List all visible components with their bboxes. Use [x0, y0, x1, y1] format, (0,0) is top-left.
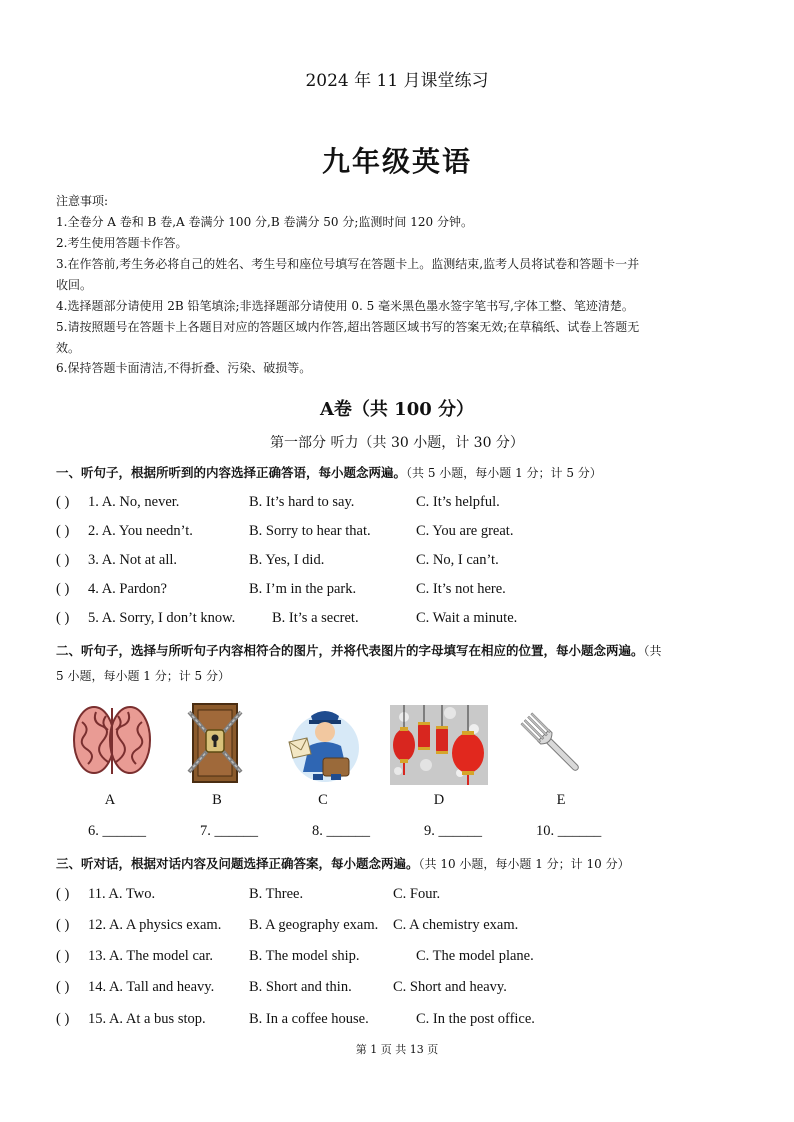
- section3-heading: [56, 854, 630, 872]
- section1-title: 一、听句子，根据所听到的内容选择正确答语，每小题念两遍。: [56, 465, 407, 480]
- question-row: [56, 581, 756, 601]
- answer-blank[interactable]: 6. ______: [88, 823, 146, 839]
- option-a: 3. A. Not at all.: [88, 552, 178, 568]
- notice-title: 注意事项:: [56, 194, 109, 208]
- option-c: C. Wait a minute.: [416, 610, 518, 626]
- question-row: [56, 917, 756, 937]
- option-c: C. It’s not here.: [416, 581, 506, 597]
- option-c: C. Short and heavy.: [393, 979, 507, 995]
- option-a: 14. A. Tall and heavy.: [88, 979, 215, 995]
- section3-note: （共 10 小题，每小题 1 分；计 10 分）: [418, 857, 630, 871]
- question-row: [56, 948, 756, 968]
- option-b: B. I’m in the park.: [249, 581, 357, 597]
- option-a: 11. A. Two.: [88, 886, 156, 902]
- option-c: C. No, I can’t.: [416, 552, 499, 568]
- option-c: C. The model plane.: [416, 948, 534, 964]
- section3-title: 三、听对话，根据对话内容及问题选择正确答案，每小题念两遍。: [56, 856, 419, 871]
- option-a: 12. A. A physics exam.: [88, 917, 222, 933]
- question-row: [56, 886, 756, 906]
- notice-item: 4.选择题部分请使用 2B 铅笔填涂;非选择题部分请使用 0. 5 毫米黑色墨水签字笔书写,字体工整、笔迹清楚。: [56, 299, 634, 313]
- answer-paren[interactable]: ( ): [56, 610, 70, 626]
- notice-item: 效。: [56, 341, 81, 355]
- answer-paren[interactable]: ( ): [56, 979, 70, 995]
- question-row: [56, 523, 756, 543]
- question-row: [56, 610, 756, 630]
- section2-heading: [56, 641, 662, 659]
- option-b: B. It’s a secret.: [272, 610, 359, 626]
- answer-blank[interactable]: 7. ______: [200, 823, 258, 839]
- option-c: C. It’s helpful.: [416, 494, 500, 510]
- option-c: C. A chemistry exam.: [393, 917, 519, 933]
- notice-item: 3.在作答前,考生务必将自己的姓名、考生号和座位号填写在答题卡上。监测结束,监考人员将试卷和答题卡一并: [56, 257, 640, 271]
- notice-item: 2.考生使用答题卡作答。: [56, 236, 188, 250]
- picture-label: C: [318, 792, 328, 808]
- brain-icon: [72, 702, 152, 780]
- answer-blank[interactable]: 10. ______: [536, 823, 602, 839]
- option-a: 1. A. No, never.: [88, 494, 180, 510]
- section2-title: 二、听句子，选择与所听句子内容相符合的图片，并将代表图片的字母填写在相应的位置，每小题念两遍。: [56, 643, 644, 658]
- answer-paren[interactable]: ( ): [56, 1011, 70, 1027]
- answer-paren[interactable]: ( ): [56, 581, 70, 597]
- notice-item: 6.保持答题卡面清洁,不得折叠、污染、破损等。: [56, 361, 312, 375]
- notice-item: 5.请按照题号在答题卡上各题目对应的答题区域内作答,超出答题区域书写的答案无效;在草稿纸、试卷上答题无: [56, 320, 640, 334]
- picture-label: A: [104, 792, 116, 808]
- option-b: B. Yes, I did.: [249, 552, 325, 568]
- notice-item: 1.全卷分 A 卷和 B 卷,A 卷满分 100 分,B 卷满分 50 分;监测时间 120 分钟。: [56, 215, 473, 229]
- option-c: C. You are great.: [416, 523, 514, 539]
- answer-paren[interactable]: ( ): [56, 552, 70, 568]
- option-a: 4. A. Pardon?: [88, 581, 167, 597]
- answer-blank[interactable]: 9. ______: [424, 823, 482, 839]
- section2-note-b: 5 小题，每小题 1 分；计 5 分）: [56, 669, 230, 683]
- question-row: [56, 979, 756, 999]
- option-a: 5. A. Sorry, I don’t know.: [88, 610, 236, 626]
- option-c: C. Four.: [393, 886, 441, 902]
- section1-note: （共 5 小题，每小题 1 分；计 5 分）: [406, 466, 602, 480]
- answer-blank[interactable]: 8. ______: [312, 823, 370, 839]
- picture-label: B: [212, 792, 222, 808]
- mailman-icon: [283, 702, 363, 784]
- question-row: [56, 494, 756, 514]
- exam-date: 2024 年 11 月课堂练习: [305, 71, 489, 91]
- option-a: 15. A. At a bus stop.: [88, 1011, 206, 1027]
- answer-paren[interactable]: ( ): [56, 523, 70, 539]
- locked-door-icon: [185, 702, 245, 784]
- option-b: B. Short and thin.: [249, 979, 352, 995]
- part1-title: 第一部分 听力（共 30 小题，计 30 分）: [270, 435, 524, 451]
- fork-icon: [514, 706, 590, 782]
- page-title: 九年级英语: [321, 145, 472, 178]
- option-b: B. A geography exam.: [249, 917, 379, 933]
- picture-label: D: [433, 792, 445, 808]
- option-b: B. Sorry to hear that.: [249, 523, 371, 539]
- question-row: [56, 552, 756, 572]
- page-number: 第 1 页 共 13 页: [355, 1043, 439, 1056]
- notice-item: 收回。: [56, 278, 93, 292]
- option-a: 2. A. You needn’t.: [88, 523, 193, 539]
- section1-heading: [56, 463, 602, 481]
- picture-label: E: [556, 792, 566, 808]
- option-b: B. It’s hard to say.: [249, 494, 355, 510]
- answer-paren[interactable]: ( ): [56, 917, 70, 933]
- answer-paren[interactable]: ( ): [56, 494, 70, 510]
- answer-paren[interactable]: ( ): [56, 948, 70, 964]
- option-a: 13. A. The model car.: [88, 948, 213, 964]
- section2-note-a: （共: [643, 644, 662, 658]
- option-c: C. In the post office.: [416, 1011, 535, 1027]
- option-b: B. Three.: [249, 886, 304, 902]
- option-b: B. The model ship.: [249, 948, 360, 964]
- lanterns-icon: [390, 705, 488, 785]
- question-row: [56, 1011, 756, 1031]
- answer-paren[interactable]: ( ): [56, 886, 70, 902]
- option-b: B. In a coffee house.: [249, 1011, 369, 1027]
- volume-a-title: A卷（共 100 分）: [319, 399, 475, 420]
